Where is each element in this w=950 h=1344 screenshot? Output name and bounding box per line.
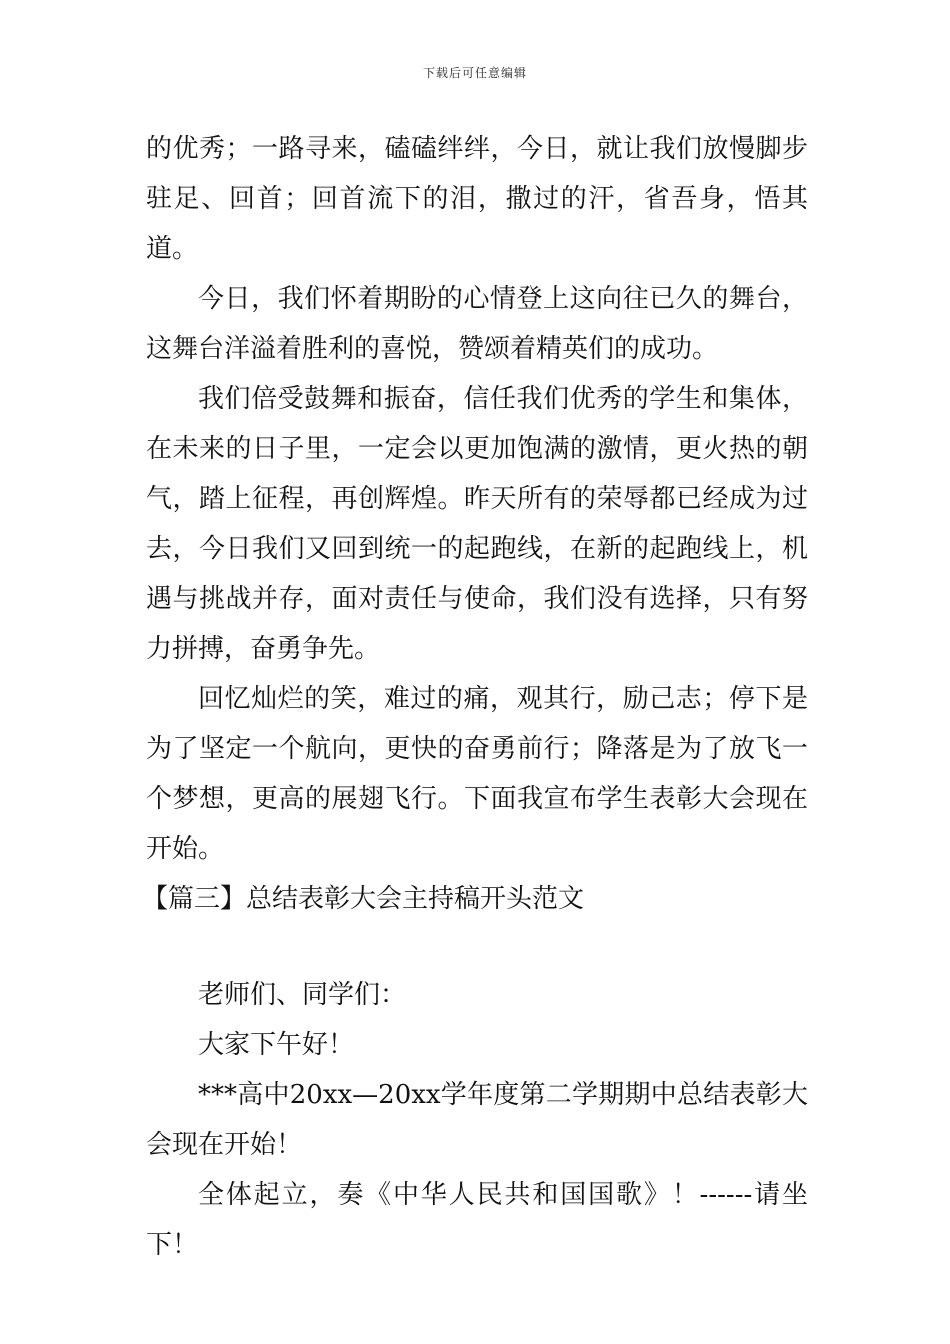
page-header-note: 下载后可任意编辑 (422, 66, 527, 80)
salutation-line: 大家下午好！ (198, 1030, 355, 1060)
spacer (146, 924, 808, 970)
greeting-line: 老师们、同学们： (198, 980, 407, 1010)
paragraph-4: 回忆灿烂的笑，难过的痛，观其行，励己志；停下是为了坚定一个航向，更快的奋勇前行；降落是为了放飞一个梦想，更高的展翅飞行。下面我宣布学生表彰大会现在开始。 (146, 684, 808, 864)
paragraph-opening: ***高中20xx—20xx学年度第二学期期中总结表彰大会现在开始！ (146, 1080, 808, 1160)
section-heading: 【篇三】总结表彰大会主持稿开头范文 (142, 884, 585, 914)
paragraph-3: 我们倍受鼓舞和振奋，信任我们优秀的学生和集体，在未来的日子里，一定会以更加饱满的激情，更火热的朝气，踏上征程，再创辉煌。昨天所有的荣辱都已经成为过去，今日我们又回到统一的起跑线，在新的起跑线上，机遇与挑战并存，面对责任与使命，我们没有选择，只有努力拼搏，奋勇争先。 (146, 384, 808, 664)
paragraph-2: 今日，我们怀着期盼的心情登上这向往已久的舞台，这舞台洋溢着胜利的喜悦，赞颂着精英们的成功。 (146, 284, 808, 364)
document-body (142, 124, 808, 1270)
paragraph-anthem: 全体起立，奏《中华人民共和国国歌》！------请坐下！ (146, 1180, 808, 1260)
paragraph-1: 的优秀；一路寻来，磕磕绊绊，今日，就让我们放慢脚步驻足、回首；回首流下的泪，撒过的汗，省吾身，悟其道。 (146, 134, 808, 264)
